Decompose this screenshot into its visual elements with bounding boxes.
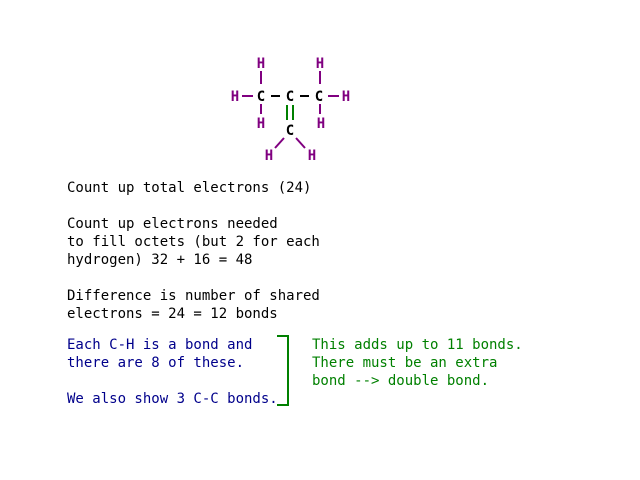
bond-ch bbox=[275, 138, 284, 148]
text-total-electrons: Count up total electrons (24) bbox=[67, 180, 312, 196]
atom-hydrogen: H bbox=[315, 56, 325, 72]
atom-hydrogen: H bbox=[230, 89, 240, 105]
note-ch-bonds-1: Each C-H is a bond and bbox=[67, 337, 253, 353]
atom-hydrogen: H bbox=[341, 89, 351, 105]
atom-carbon: C bbox=[256, 89, 266, 105]
atom-carbon: C bbox=[285, 89, 295, 105]
text-difference-2: electrons = 24 = 12 bonds bbox=[67, 306, 278, 322]
atom-hydrogen: H bbox=[307, 148, 317, 164]
atom-hydrogen: H bbox=[264, 148, 274, 164]
text-difference-1: Difference is number of shared bbox=[67, 288, 320, 304]
atoms bbox=[231, 56, 350, 164]
note-total-bonds: This adds up to 11 bonds. bbox=[312, 337, 523, 353]
atom-hydrogen: H bbox=[256, 56, 266, 72]
note-double-bond: bond --> double bond. bbox=[312, 373, 490, 389]
atom-carbon: C bbox=[285, 123, 295, 139]
atom-hydrogen: H bbox=[256, 116, 266, 132]
text-electrons-needed-1: Count up electrons needed bbox=[67, 216, 278, 232]
text-electrons-needed-2: to fill octets (but 2 for each bbox=[67, 234, 320, 250]
atom-carbon: C bbox=[314, 89, 324, 105]
note-ch-bonds-2: there are 8 of these. bbox=[67, 355, 245, 371]
atom-hydrogen: H bbox=[316, 116, 326, 132]
bond-ch bbox=[296, 138, 305, 148]
bracket bbox=[277, 336, 288, 405]
note-extra-bond: There must be an extra bbox=[312, 355, 498, 371]
text-electrons-needed-3: hydrogen) 32 + 16 = 48 bbox=[67, 252, 253, 268]
note-cc-bonds: We also show 3 C-C bonds. bbox=[67, 391, 278, 407]
